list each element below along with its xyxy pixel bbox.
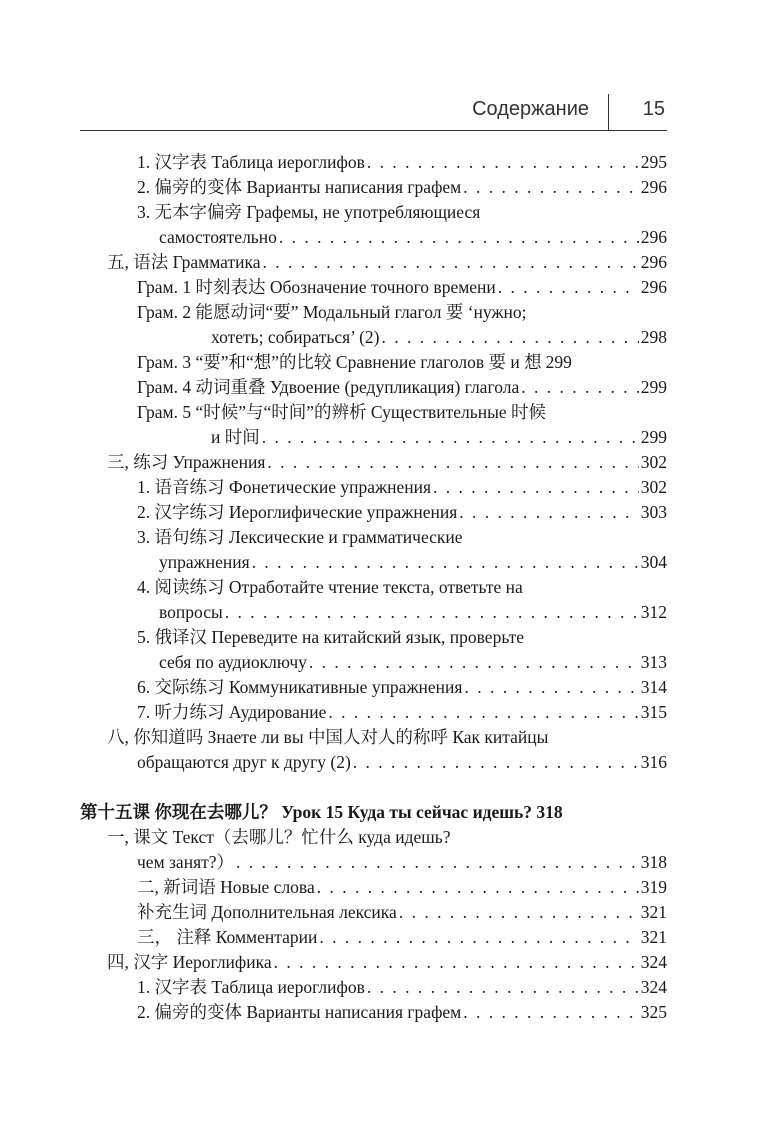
toc-entry: 2. 偏旁的变体 Варианты написания графем . . . 325 [137,1000,667,1025]
toc-entry: и 时间 . . . 299 [211,425,667,450]
toc-entry: Грам. 3 “要”和“想”的比较 Сравнение глаголов 要 и 想 299 [137,352,572,372]
toc-entry: 二, 新词语 Новые слова . . . 319 [137,875,667,900]
toc-entry: хотеть; собираться’ (2) . . . 298 [211,325,667,350]
toc-entry: 2. 汉字练习 Иероглифические упражнения . . . 303 [137,500,667,525]
toc-entry: 7. 听力练习 Аудирование . . . 315 [137,700,667,725]
toc-entry: 2. 偏旁的变体 Варианты написания графем . . . 296 [137,175,667,200]
running-header [80,86,667,131]
toc-entry: чем занят?） . . . 318 [137,850,667,875]
toc-entry: 四, 汉字 Иероглифика . . . 324 [107,950,667,975]
running-title: Содержание [472,98,589,120]
toc-entry: обращаются друг к другу (2) . . . 316 [137,750,667,775]
toc-entry: себя по аудиоключу . . . 313 [159,650,667,675]
toc-entry: вопросы . . . 312 [159,600,667,625]
toc-entry: 一, 课文 Текст（去哪儿？忙什么 куда идешь? [107,827,451,847]
toc-entry: 补充生词 Дополнительная лексика . . . 321 [137,900,667,925]
toc-entry: Грам. 1 时刻表达 Обозначение точного времени . . . 296 [137,275,667,300]
header-divider [608,94,609,130]
toc-entry: 3. 无本字偏旁 Графемы, не употребляющиеся [137,202,481,222]
toc-entry: 三, 练习 Упражнения . . . 302 [107,450,667,475]
toc-entry: 3. 语句练习 Лексические и грамматические [137,527,463,547]
toc-entry: 五, 语法 Грамматика . . . 296 [107,250,667,275]
toc-entry: Грам. 5 “时候”与“时间”的辨析 Существительные 时候 [137,402,547,422]
toc-entry: Грам. 4 动词重叠 Удвоение (редупликация) глагола . . . 299 [137,375,667,400]
toc-entry: 1. 汉字表 Таблица иероглифов . . . 295 [137,150,667,175]
toc-entry: 三， 注释 Комментарии . . . 321 [137,925,667,950]
toc-entry: 5. 俄译汉 Переведите на китайский язык, проверьте [137,627,525,647]
page-number: 15 [642,98,665,120]
toc-entry: 6. 交际练习 Коммуникативные упражнения . . . 314 [137,675,667,700]
toc-entry: упражнения . . . 304 [159,550,667,575]
toc-entry: 八, 你知道吗 Знаете ли вы 中国人对人的称呼 Как китайцы [107,727,549,747]
toc-entry: 1. 汉字表 Таблица иероглифов . . . 324 [137,975,667,1000]
toc-entry: самостоятельно . . . 296 [159,225,667,250]
lesson-heading: 第十五课 你现在去哪儿？ Урок 15 Куда ты сейчас идешь? 318 [80,802,563,822]
toc-entry: 1. 语音练习 Фонетические упражнения . . . 302 [137,475,667,500]
toc-entry: 4. 阅读练习 Отработайте чтение текста, ответьте на [137,577,523,597]
toc-entry: Грам. 2 能愿动词“要” Модальный глагол 要 ‘нужно; [137,302,527,322]
